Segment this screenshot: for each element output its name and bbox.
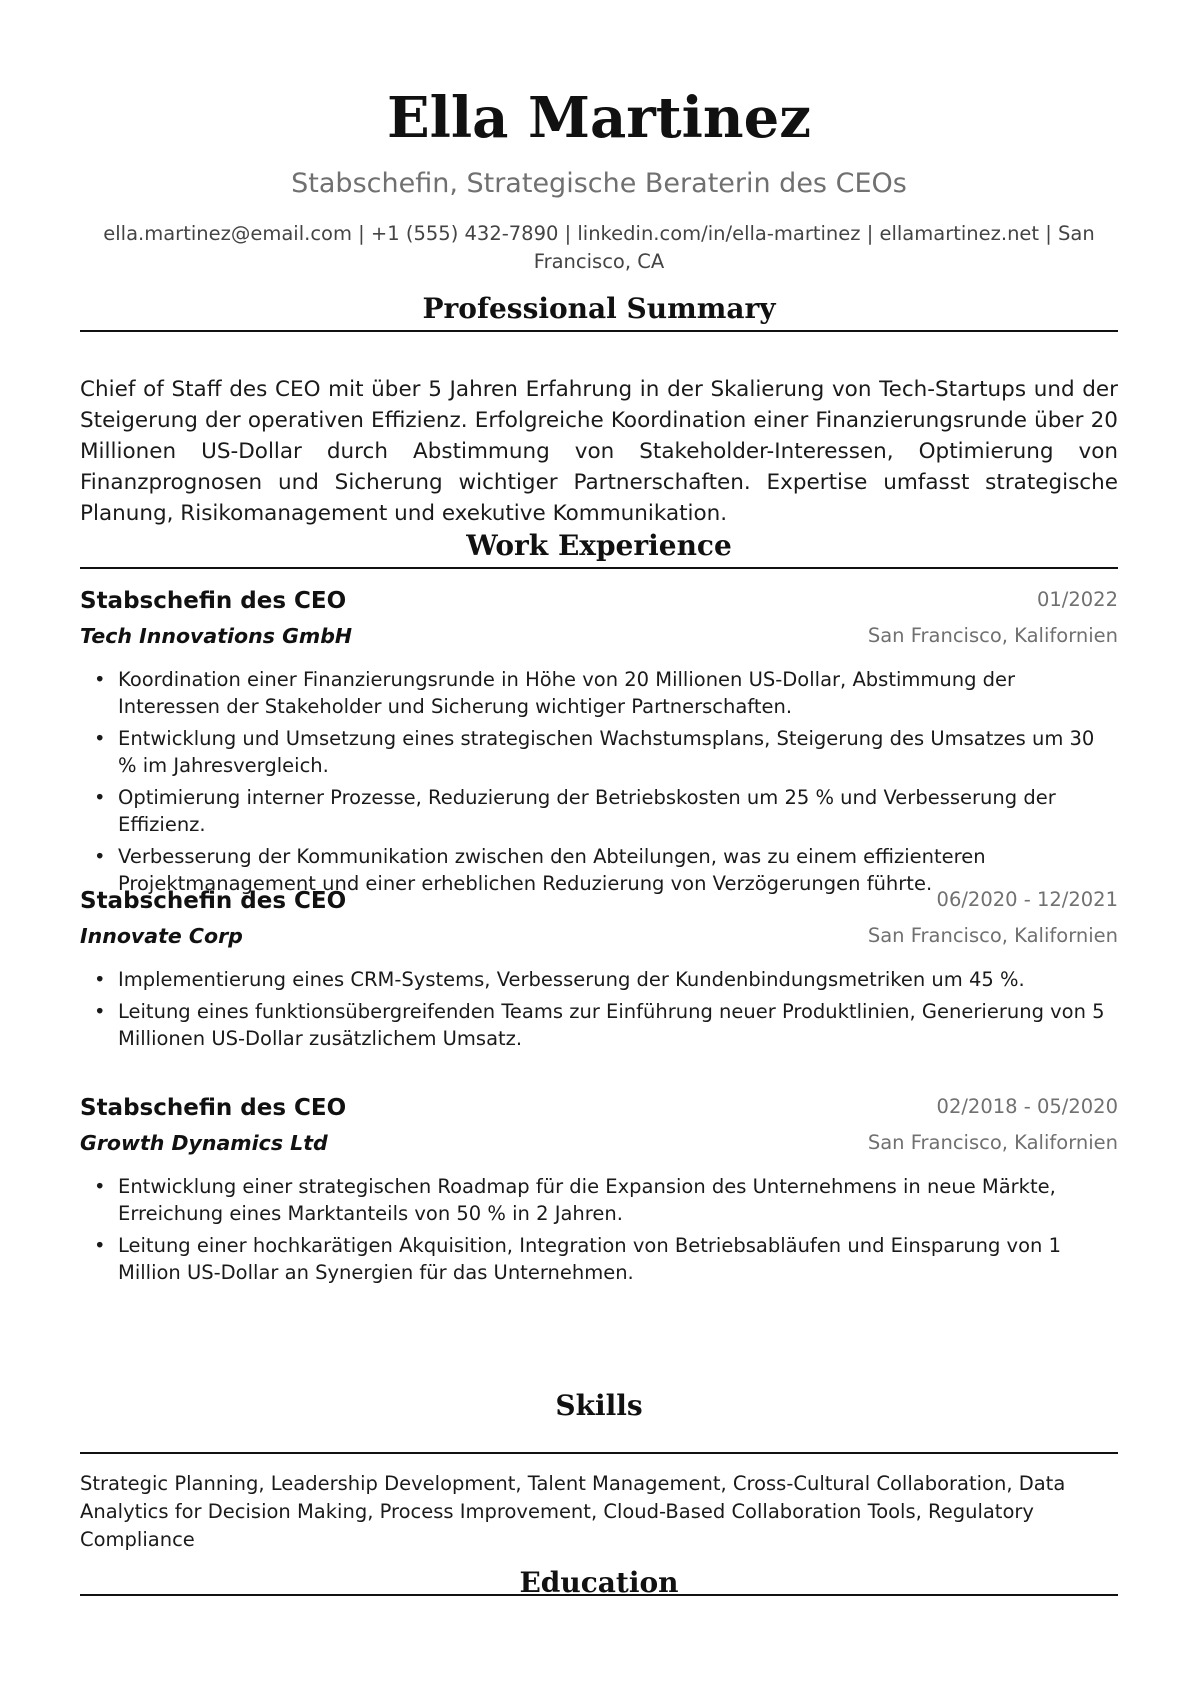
section-divider xyxy=(80,567,1118,569)
bullet-text: Entwicklung einer strategischen Roadmap für die Expansion des Unternehmens in neue Märkte, Erreichung eines Marktanteils von 50 % in 2 Jahren. xyxy=(118,1175,1056,1225)
bullet-text: Leitung einer hochkarätigen Akquisition, Integration von Betriebsabläufen und Einsparung von 1 Million US-Dollar an Synergien für das Unternehmen. xyxy=(118,1234,1061,1284)
bullet-icon: • xyxy=(94,1234,106,1257)
candidate-name: Ella Martinez xyxy=(386,85,812,151)
bullet-icon: • xyxy=(94,1000,106,1023)
job-company: Tech Innovations GmbH xyxy=(80,624,353,648)
list-item xyxy=(80,1232,1118,1286)
job-title: Stabschefin des CEO xyxy=(80,588,347,614)
job-company: Innovate Corp xyxy=(80,924,243,948)
contact-line: ella.martinez@email.com | +1 (555) 432-7890 | linkedin.com/in/ella-martinez | ellamartinez.net | San Francisco, CA xyxy=(103,222,1095,273)
bullet-icon: • xyxy=(94,1175,106,1198)
summary-text: Chief of Staff des CEO mit über 5 Jahren Erfahrung in der Skalierung von Tech-Startups und der Steigerung der operativen Effizienz. Erfolgreiche Koordination einer Finanzierungsrunde über 20 Millionen US-Dollar durch Abstimmung von Stakeholder-Interessen, Optimierung von Finanzprognosen und Sicherung wichtiger Partnerschaften. Expertise umfasst strategische Planung, Risikomanagement und exekutive Kommunikation. xyxy=(80,377,1118,526)
list-item xyxy=(80,725,1118,779)
job-title: Stabschefin des CEO xyxy=(80,1095,347,1121)
bullet-icon: • xyxy=(94,668,106,691)
section-title-education: Education xyxy=(519,1566,679,1599)
job-date: 06/2020 - 12/2021 xyxy=(936,888,1118,911)
job-bullets xyxy=(80,666,1118,902)
bullet-icon: • xyxy=(94,968,106,991)
section-title-experience: Work Experience xyxy=(466,529,732,562)
bullet-text: Verbesserung der Kommunikation zwischen den Abteilungen, was zu einem effizienteren Projektmanagement und einer erheblichen Reduzierung von Verzögerungen führte. xyxy=(118,845,986,895)
job-location: San Francisco, Kalifornien xyxy=(867,1131,1118,1154)
bullet-text: Koordination einer Finanzierungsrunde in Höhe von 20 Millionen US-Dollar, Abstimmung der Interessen der Stakeholder und Sicherung wichtiger Partnerschaften. xyxy=(118,668,1016,718)
job-entry xyxy=(80,586,1118,895)
section-divider xyxy=(80,1452,1118,1454)
list-item xyxy=(80,998,1118,1052)
bullet-text: Implementierung eines CRM-Systems, Verbesserung der Kundenbindungsmetriken um 45 %. xyxy=(118,968,1025,991)
skills-text: Strategic Planning, Leadership Development, Talent Management, Cross-Cultural Collaboration, Data Analytics for Decision Making, Process Improvement, Cloud-Based Collaboration Tools, Regulatory Compliance xyxy=(80,1472,1066,1551)
bullet-text: Leitung eines funktionsübergreifenden Teams zur Einführung neuer Produktlinien, Generierung von 5 Millionen US-Dollar zusätzlichem Umsatz. xyxy=(118,1000,1105,1050)
job-bullets xyxy=(80,966,1118,1057)
bullet-text: Optimierung interner Prozesse, Reduzierung der Betriebskosten um 25 % und Verbesserung der Effizienz. xyxy=(118,786,1056,836)
job-location: San Francisco, Kalifornien xyxy=(867,924,1118,947)
list-item xyxy=(80,966,1118,993)
job-entry xyxy=(80,886,1118,1056)
bullet-icon: • xyxy=(94,786,106,809)
job-company: Growth Dynamics Ltd xyxy=(80,1131,328,1155)
job-bullets xyxy=(80,1173,1118,1291)
list-item xyxy=(80,666,1118,720)
bullet-icon: • xyxy=(94,727,106,750)
list-item xyxy=(80,784,1118,838)
bullet-text: Entwicklung und Umsetzung eines strategischen Wachstumsplans, Steigerung des Umsatzes um 30 % im Jahresvergleich. xyxy=(118,727,1095,777)
job-entry xyxy=(80,1093,1118,1284)
section-divider xyxy=(80,330,1118,332)
list-item xyxy=(80,1173,1118,1227)
section-divider xyxy=(80,1594,1118,1596)
bullet-icon: • xyxy=(94,845,106,868)
candidate-headline: Stabschefin, Strategische Beraterin des CEOs xyxy=(291,168,907,199)
section-title-skills: Skills xyxy=(555,1389,643,1422)
job-date: 01/2022 xyxy=(1036,588,1118,611)
job-date: 02/2018 - 05/2020 xyxy=(936,1095,1118,1118)
job-location: San Francisco, Kalifornien xyxy=(867,624,1118,647)
section-title-summary: Professional Summary xyxy=(422,292,776,325)
job-title: Stabschefin des CEO xyxy=(80,888,347,914)
